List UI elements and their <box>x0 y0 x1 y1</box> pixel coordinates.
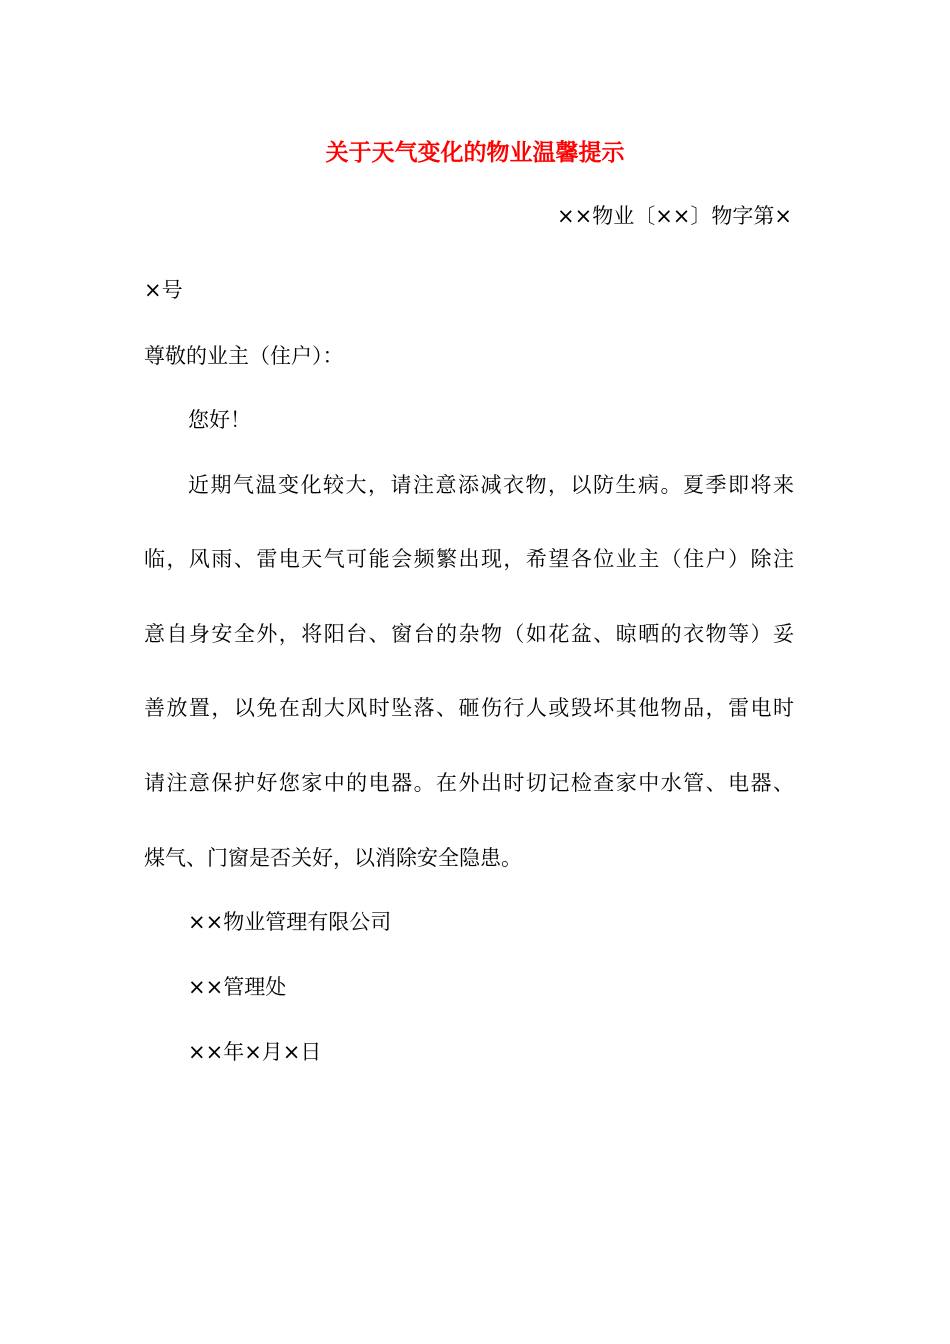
body-line: 煤气、门窗是否关好，以消除安全隐患。 <box>144 846 522 870</box>
body-line: 善放置，以免在刮大风时坠落、砸伤行人或毁坏其他物品，雷电时 <box>144 696 794 720</box>
greeting: 您好！ <box>188 408 251 432</box>
body-line: 近期气温变化较大，请注意添减衣物，以防生病。夏季即将来 <box>188 473 794 497</box>
document-title: 关于天气变化的物业温馨提示 <box>325 140 625 166</box>
body-line: 意自身安全外，将阳台、窗台的杂物（如花盆、晾晒的衣物等）妥 <box>144 622 794 646</box>
signature-company: ××物业管理有限公司 <box>188 910 392 934</box>
signature-office: ××管理处 <box>188 975 287 999</box>
salutation: 尊敬的业主（住户）： <box>144 344 344 368</box>
document-number-line-1: ××物业〔××〕物字第× <box>557 204 792 228</box>
body-line: 请注意保护好您家中的电器。在外出时切记检查家中水管、电器、 <box>144 771 794 795</box>
signature-date: ××年×月×日 <box>188 1040 322 1064</box>
document-number-line-2: ×号 <box>144 278 183 302</box>
body-line: 临，风雨、雷电天气可能会频繁出现，希望各位业主（住户）除注 <box>144 547 794 571</box>
